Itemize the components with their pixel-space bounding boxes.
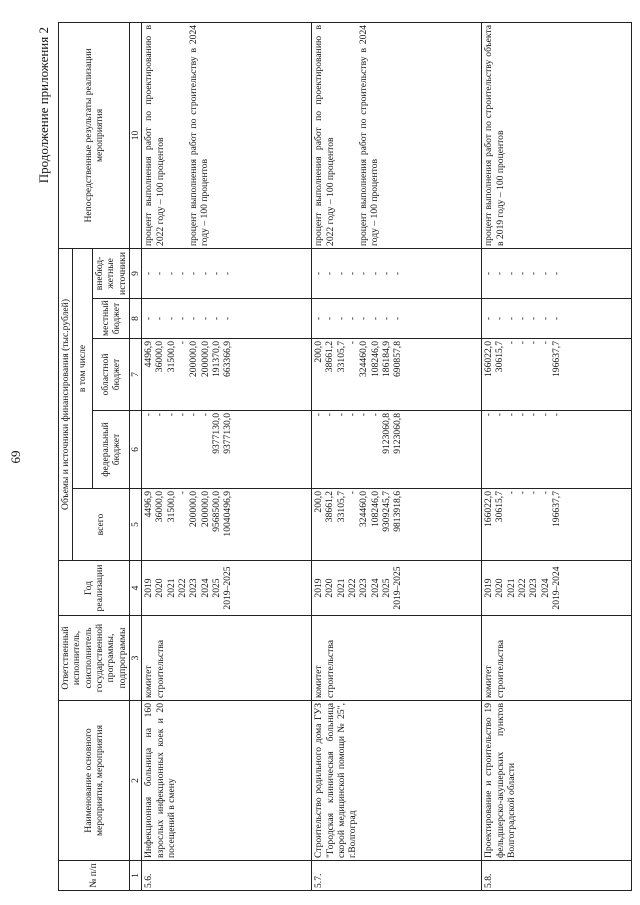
row-years — [142, 561, 312, 616]
cell-value: - — [222, 271, 234, 276]
cell-value: 166022,0 — [483, 491, 495, 527]
header-federal: федеральный бюджет — [92, 411, 129, 489]
header-name: Наименование основного мероприятия, мероприятия — [59, 701, 130, 861]
cell-value: - — [143, 316, 155, 321]
cell-value: - — [177, 491, 189, 495]
cell-value: - — [143, 413, 155, 417]
cell-value: - — [324, 271, 336, 276]
cell-value: - — [335, 413, 347, 417]
col-number: 5 — [129, 489, 141, 561]
result-text: процент выполнения работ по строительству в 2024 году – 100 процентов — [187, 24, 211, 246]
cell-value: 33105,7 — [335, 341, 347, 373]
cell-value: 200000,0 — [199, 491, 211, 527]
col-number: 9 — [129, 248, 141, 298]
cell-value: 33105,7 — [335, 491, 347, 523]
cell-value: 324460,0 — [358, 491, 370, 527]
cell-value: 2019–2025 — [392, 566, 404, 610]
cell-value: 9377130,0 — [210, 413, 222, 454]
header-funding: Объемы и источники финансирования (тыс.рублей) — [59, 248, 73, 560]
row-name: Строительство родильного дома ГУЗ "Городская клиническая больница скорой медицинской помощи № 25", г.Волгоград — [312, 701, 482, 861]
cell-value: 2023 — [188, 578, 200, 598]
cell-value: - — [313, 413, 325, 417]
cell-value: - — [392, 316, 404, 321]
cell-value: - — [494, 316, 506, 321]
cell-value: - — [324, 316, 336, 321]
cell-value: - — [483, 271, 495, 276]
cell-value: 2024 — [539, 578, 551, 598]
cell-value: - — [539, 341, 551, 345]
cell-value: - — [369, 413, 381, 417]
cell-value: 2022 — [347, 578, 359, 598]
col-number: 10 — [129, 22, 141, 248]
cell-value: - — [165, 271, 177, 276]
cell-value: - — [188, 316, 200, 321]
cell-value: - — [517, 341, 529, 345]
cell-value: - — [494, 413, 506, 417]
cell-value: 196637,7 — [550, 491, 562, 527]
row-number: 5.8. — [482, 861, 632, 891]
cell-value: - — [505, 316, 517, 321]
cell-value: - — [528, 271, 540, 276]
cell-value: - — [358, 413, 370, 417]
row-regional — [142, 339, 312, 411]
table-row — [482, 22, 632, 890]
cell-value: 2021 — [505, 578, 517, 598]
cell-value: - — [539, 271, 551, 276]
cell-value: 31500,0 — [165, 491, 177, 523]
cell-value: 690857,8 — [392, 341, 404, 377]
cell-value: 36000,0 — [154, 491, 166, 523]
row-total — [142, 489, 312, 561]
cell-value: 4496,9 — [143, 491, 155, 518]
row-local — [312, 299, 482, 339]
cell-value: 2019 — [313, 578, 325, 598]
rotated-sheet — [8, 17, 632, 897]
row-years — [312, 561, 482, 616]
cell-value: - — [505, 413, 517, 417]
cell-value: 2025 — [380, 578, 392, 598]
cell-value: - — [199, 271, 211, 276]
cell-value: - — [199, 413, 211, 417]
header-year: Год реализации — [59, 561, 130, 616]
cell-value: 186184,9 — [380, 341, 392, 377]
cell-value: 2022 — [177, 578, 189, 598]
result-text: процент выполнения работ по проектированию в 2022 году – 100 процентов — [313, 24, 336, 246]
cell-value: 108246,0 — [369, 491, 381, 527]
cell-value: - — [177, 271, 189, 276]
cell-value: - — [347, 341, 359, 345]
cell-value: - — [210, 316, 222, 321]
cell-value: - — [143, 271, 155, 276]
cell-value: - — [505, 271, 517, 276]
cell-value: - — [347, 413, 359, 417]
cell-value: - — [528, 316, 540, 321]
cell-value: 9123060,8 — [380, 413, 392, 454]
cell-value: - — [539, 316, 551, 321]
cell-value: 2020 — [154, 578, 166, 598]
cell-value: - — [528, 491, 540, 495]
cell-value: - — [177, 341, 189, 345]
cell-value: 200000,0 — [188, 341, 200, 377]
row-regional — [482, 339, 632, 411]
row-executor: комитет строительства — [142, 616, 312, 701]
continuation-label: Продолжение приложения 2 — [36, 27, 51, 184]
cell-value: 200000,0 — [188, 491, 200, 527]
row-years — [482, 561, 632, 616]
cell-value: 2025 — [210, 578, 222, 598]
cell-value: 2019 — [143, 578, 155, 598]
cell-value: 2019 — [483, 578, 495, 598]
cell-value: 9813918,6 — [392, 491, 404, 532]
cell-value: 31500,0 — [165, 341, 177, 373]
row-results — [482, 22, 632, 248]
header-offbudget: внебюд-жетные источники — [92, 248, 129, 298]
funding-table — [58, 22, 632, 891]
cell-value: - — [550, 271, 562, 276]
cell-value: 2021 — [165, 578, 177, 598]
cell-value: - — [517, 413, 529, 417]
row-executor: комитет строительства — [312, 616, 482, 701]
row-results — [142, 22, 312, 248]
cell-value: 196637,7 — [550, 341, 562, 377]
cell-value: 38661,2 — [324, 491, 336, 523]
cell-value: 30615,7 — [494, 491, 506, 523]
row-name: Проектирование и строительство 19 фельдшерско-акушерских пунктов Волгоградской области — [482, 701, 632, 861]
row-regional — [312, 339, 482, 411]
cell-value: - — [335, 316, 347, 321]
table-row — [312, 22, 482, 890]
result-text: процент выполнения работ по проектированию в 2022 году – 100 процентов — [143, 24, 166, 246]
cell-value: - — [324, 413, 336, 417]
cell-value: 200000,0 — [199, 341, 211, 377]
row-name: Инфекционная больница на 160 взрослых инфекционных коек и 20 посещений в смену — [142, 701, 312, 861]
row-total — [312, 489, 482, 561]
cell-value: - — [392, 271, 404, 276]
col-number: 1 — [129, 861, 141, 891]
header-regional: областной бюджет — [92, 339, 129, 411]
col-number: 7 — [129, 339, 141, 411]
cell-value: - — [188, 271, 200, 276]
header-total: всего — [73, 489, 130, 561]
cell-value: - — [369, 271, 381, 276]
row-federal — [482, 411, 632, 489]
cell-value: 324460,0 — [358, 341, 370, 377]
cell-value: - — [199, 316, 211, 321]
cell-value: - — [313, 316, 325, 321]
cell-value: 10040496,9 — [222, 491, 234, 537]
cell-value: 191370,0 — [210, 341, 222, 377]
cell-value: - — [335, 271, 347, 276]
table-row — [142, 22, 312, 890]
cell-value: 200,0 — [313, 341, 325, 363]
cell-value: - — [550, 413, 562, 417]
cell-value: - — [358, 316, 370, 321]
cell-value: - — [550, 316, 562, 321]
row-number: 5.6. — [142, 861, 312, 891]
cell-value: - — [165, 316, 177, 321]
cell-value: - — [369, 316, 381, 321]
cell-value: 2020 — [494, 578, 506, 598]
row-local — [142, 299, 312, 339]
header-num: № п/п — [59, 861, 130, 891]
cell-value: - — [483, 413, 495, 417]
row-local — [482, 299, 632, 339]
row-offbudget — [142, 248, 312, 298]
cell-value: 9309245,7 — [380, 491, 392, 532]
cell-value: 38661,2 — [324, 341, 336, 373]
col-number: 3 — [129, 616, 141, 701]
cell-value: 2022 — [517, 578, 529, 598]
cell-value: - — [517, 271, 529, 276]
row-offbudget — [482, 248, 632, 298]
row-number: 5.7. — [312, 861, 482, 891]
header-results: Непосредственные результаты реализации мероприятия — [59, 22, 130, 248]
cell-value: 2021 — [335, 578, 347, 598]
cell-value: - — [380, 316, 392, 321]
cell-value: 200,0 — [313, 491, 325, 513]
cell-value: - — [539, 413, 551, 417]
row-results — [312, 22, 482, 248]
cell-value: - — [347, 271, 359, 276]
cell-value: 2023 — [358, 578, 370, 598]
cell-value: 2020 — [324, 578, 336, 598]
cell-value: 2024 — [199, 578, 211, 598]
cell-value: - — [177, 413, 189, 417]
row-executor: комитет строительства — [482, 616, 632, 701]
cell-value: - — [188, 413, 200, 417]
cell-value: - — [494, 271, 506, 276]
cell-value: 36000,0 — [154, 341, 166, 373]
cell-value: 2024 — [369, 578, 381, 598]
cell-value: - — [505, 491, 517, 495]
cell-value: - — [483, 316, 495, 321]
cell-value: 9377130,0 — [222, 413, 234, 454]
row-total — [482, 489, 632, 561]
cell-value: - — [517, 316, 529, 321]
cell-value: - — [539, 491, 551, 495]
row-federal — [142, 411, 312, 489]
result-text: процент выполнения работ по строительству в 2024 году – 100 процентов — [357, 24, 381, 246]
cell-value: - — [528, 413, 540, 417]
cell-value: 4496,9 — [143, 341, 155, 368]
header-local: местный бюджет — [92, 299, 129, 339]
cell-value: 30615,7 — [494, 341, 506, 373]
cell-value: - — [154, 271, 166, 276]
col-number: 8 — [129, 299, 141, 339]
row-offbudget — [312, 248, 482, 298]
header-incl: в том числе — [73, 248, 93, 488]
cell-value: 9568500,0 — [210, 491, 222, 532]
col-number: 2 — [129, 701, 141, 861]
cell-value: - — [210, 271, 222, 276]
cell-value: - — [154, 413, 166, 417]
cell-value: - — [358, 271, 370, 276]
cell-value: - — [517, 491, 529, 495]
cell-value: 108246,0 — [369, 341, 381, 377]
cell-value: 9123060,8 — [392, 413, 404, 454]
cell-value: - — [165, 413, 177, 417]
cell-value: 2023 — [528, 578, 540, 598]
cell-value: - — [177, 316, 189, 321]
cell-value: - — [347, 491, 359, 495]
row-federal — [312, 411, 482, 489]
cell-value: 2019–2024 — [550, 566, 562, 610]
cell-value: - — [313, 271, 325, 276]
cell-value: - — [347, 316, 359, 321]
result-text: процент выполнения работ по строительству объекта в 2019 году – 100 процентов — [483, 24, 506, 246]
cell-value: - — [154, 316, 166, 321]
cell-value: - — [528, 341, 540, 345]
cell-value: 2019–2025 — [222, 566, 234, 610]
col-number: 6 — [129, 411, 141, 489]
col-number: 4 — [129, 561, 141, 616]
cell-value: - — [505, 341, 517, 345]
cell-value: 166022,0 — [483, 341, 495, 377]
cell-value: - — [222, 316, 234, 321]
cell-value: - — [380, 271, 392, 276]
header-executor: Ответственный исполнитель, соисполнитель государственной программы, подпрограммы — [59, 616, 130, 701]
cell-value: 663366,9 — [222, 341, 234, 377]
page-number: 69 — [8, 450, 23, 464]
